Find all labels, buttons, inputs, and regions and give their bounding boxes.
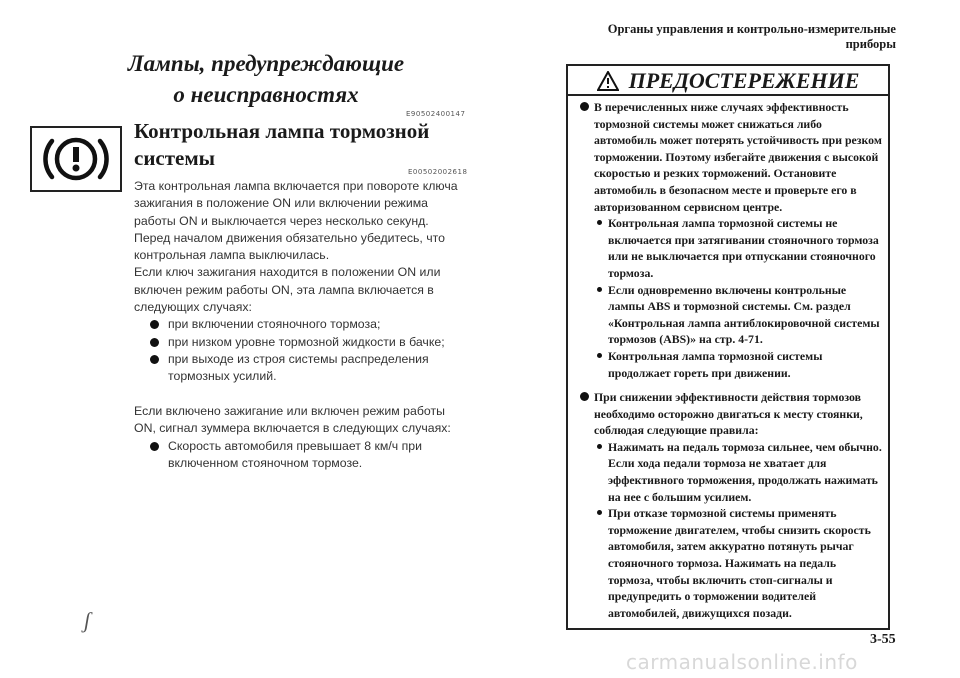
warning-triangle-icon (597, 69, 619, 99)
list-item: При отказе тормозной системы применять торможение двигателем, чтобы снизить скорость автомобиля, затем аккуратно потянуть рычаг стояночного тормоза. Нажимать на педаль тормоза, чтобы включить стоп-сигналы и предупредить о торможении водителей автомобилей, движущихся позади. (594, 505, 882, 621)
warning-box (566, 64, 890, 630)
lamp-description (134, 178, 464, 386)
paragraph: Перед началом движения обязательно убедитесь, что контрольная лампа выключилась. (134, 230, 445, 263)
paragraph: Эта контрольная лампа включается при повороте ключа зажигания в положение ON или включении режима работы ON и выключается через несколько секунд. (134, 179, 458, 228)
warning-block: При снижении эффективности действия тормозов необходимо осторожно двигаться к месту стоянки, соблюдая следующие правила: Нажимать на педаль тормоза сильнее, чем обычно. Если хода педали тормоза не хватает для эффективного торможения, продолжать нажимать на нее с большим усилием. При отказе тормозной системы применять торможение двигателем, чтобы снизить скорость автомобиля, затем аккуратно потянуть рычаг стояночного тормоза. Нажимать на педаль тормоза, чтобы включить стоп-сигналы и предупредить о торможении водителей автомобилей, движущихся позади. (580, 389, 882, 621)
warning-block: В перечисленных ниже случаях эффективность тормозной системы может снижаться либо автомобиль может потерять устойчивость при резком торможении. Поэтому избегайте движения с высокой скоростью и резких торможений. Остановите автомобиль в безопасном месте и проверьте его в авторизованном сервисном центре. Контрольная лампа тормозной системы не включается при затягивании стояночного тормоза или не выключается при отпускании стояночного тормоза. Если одновременно включены контрольные лампы ABS и тормозной системы. См. раздел «Контрольная лампа антиблокировочной системы тормозов (ABS)» на стр. 4-71. Контрольная лампа тормозной системы продолжает гореть при движении. (580, 99, 882, 381)
brake-warning-lamp-icon (30, 126, 122, 192)
margin-mark: ʃ (84, 608, 91, 633)
warning-body (580, 99, 882, 621)
paragraph: Если включено зажигание или включен режим работы ON, сигнал зуммера включается в следующих случаях: (134, 404, 451, 436)
page-header: Органы управления и контрольно-измерительные приборы (607, 22, 896, 51)
list-item: при включении стояночного тормоза; (134, 316, 464, 333)
list-item: Контрольная лампа тормозной системы продолжает гореть при движении. (594, 348, 882, 381)
subsection-code: E00502002618 (408, 168, 468, 176)
list-item: Если одновременно включены контрольные лампы ABS и тормозной системы. См. раздел «Контрольная лампа антиблокировочной системы тормозов (ABS)» на стр. 4-71. (594, 282, 882, 348)
list-item: при низком уровне тормозной жидкости в бачке; (134, 334, 464, 351)
section-code: E90502400147 (406, 110, 466, 118)
list-item: Контрольная лампа тормозной системы не включается при затягивании стояночного тормоза или не выключается при отпускании стояночного тормоза. (594, 215, 882, 281)
paragraph: Если ключ зажигания находится в положении ON или включен режим работы ON, эта лампа включается в следующих случаях: (134, 265, 441, 315)
warning-title: ПРЕДОСТЕРЕЖЕНИЕ (568, 66, 888, 96)
section-title: Лампы, предупреждающие о неисправностях (127, 51, 405, 107)
subsection-title: Контрольная лампа тормозной системы (134, 119, 430, 170)
page-number: 3-55 (870, 632, 896, 647)
watermark: carmanualsonline.info (626, 650, 858, 674)
list-item: Нажимать на педаль тормоза сильнее, чем обычно. Если хода педали тормоза не хватает для эффективного торможения, продолжать нажимать на нее с большим усилием. (594, 439, 882, 505)
list-item: при выходе из строя системы распределения тормозных усилий. (134, 351, 464, 386)
list-item: Скорость автомобиля превышает 8 км/ч при включенном стояночном тормозе. (134, 438, 464, 473)
buzzer-description (134, 403, 464, 472)
